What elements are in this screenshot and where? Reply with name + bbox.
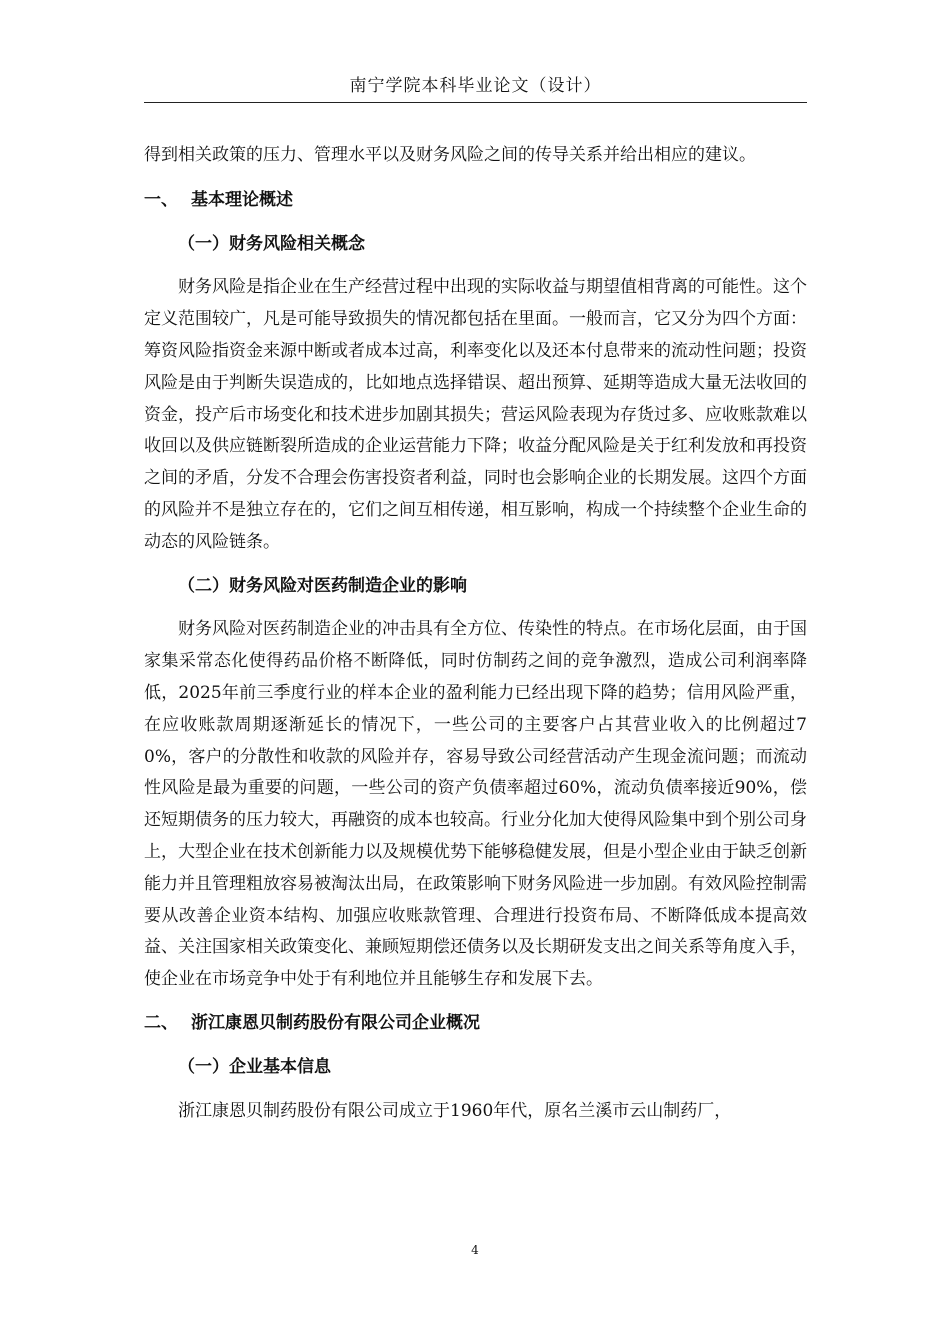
subsection-2-1-heading: （一）企业基本信息: [178, 1056, 331, 1077]
section-2-number: 二、: [144, 1012, 178, 1033]
page-number: 4: [471, 1243, 479, 1257]
page-header: 南宁学院本科毕业论文（设计）: [144, 70, 807, 103]
subsection-1-2-paragraph: 财务风险对医药制造企业的冲击具有全方位、传染性的特点。在市场化层面，由于国家集采常态化使得药品价格不断降低，同时仿制药之间的竞争激烈，造成公司利润率降低，2025年前三季度行业的样本企业的盈利能力已经出现下降的趋势；信用风险严重，在应收账款周期逐渐延长的情况下，一些公司的主要客户占其营业收入的比例超过70%，客户的分散性和收款的风险并存，容易导致公司经营活动产生现金流问题；而流动性风险是最为重要的问题，一些公司的资产负债率超过60%，流动负债率接近90%，偿还短期债务的压力较大，再融资的成本也较高。行业分化加大使得风险集中到个别公司身上，大型企业在技术创新能力以及规模优势下能够稳健发展，但是小型企业由于缺乏创新能力并且管理粗放容易被淘汰出局，在政策影响下财务风险进一步加剧。有效风险控制需要从改善企业资本结构、加强应收账款管理、合理进行投资布局、不断降低成本提高效益、关注国家相关政策变化、兼顾短期偿还债务以及长期研发支出之间关系等角度入手，使企业在市场竞争中处于有利地位并且能够生存和发展下去。: [144, 619, 807, 990]
document-body: [144, 140, 807, 1127]
section-2-title: 浙江康恩贝制药股份有限公司企业概况: [191, 1012, 480, 1033]
section-1-heading: [144, 185, 807, 217]
subsection-2-1-paragraph: 浙江康恩贝制药股份有限公司成立于1960年代，原名兰溪市云山制药厂，: [178, 1100, 732, 1121]
subsection-1-1-paragraph: 财务风险是指企业在生产经营过程中出现的实际收益与期望值相背离的可能性。这个定义范围较广，凡是可能导致损失的情况都包括在里面。一般而言，它又分为四个方面：筹资风险指资金来源中断或者成本过高，利率变化以及还本付息带来的流动性问题；投资风险是由于判断失误造成的，比如地点选择错误、超出预算、延期等造成大量无法收回的资金，投产后市场变化和技术进步加剧其损失；营运风险表现为存货过多、应收账款难以收回以及供应链断裂所造成的企业运营能力下降；收益分配风险是关于红利发放和再投资之间的矛盾，分发不合理会伤害投资者利益，同时也会影响企业的长期发展。这四个方面的风险并不是独立存在的，它们之间互相传递，相互影响，构成一个持续整个企业生命的动态的风险链条。: [144, 277, 807, 552]
section-2-heading: [144, 1008, 807, 1040]
intro-paragraph: 得到相关政策的压力、管理水平以及财务风险之间的传导关系并给出相应的建议。: [144, 145, 756, 165]
section-1-title: 基本理论概述: [191, 189, 293, 210]
subsection-1-2-heading: （二）财务风险对医药制造企业的影响: [178, 575, 467, 596]
subsection-1-1-heading: （一）财务风险相关概念: [178, 233, 365, 254]
section-1-number: 一、: [144, 189, 178, 210]
